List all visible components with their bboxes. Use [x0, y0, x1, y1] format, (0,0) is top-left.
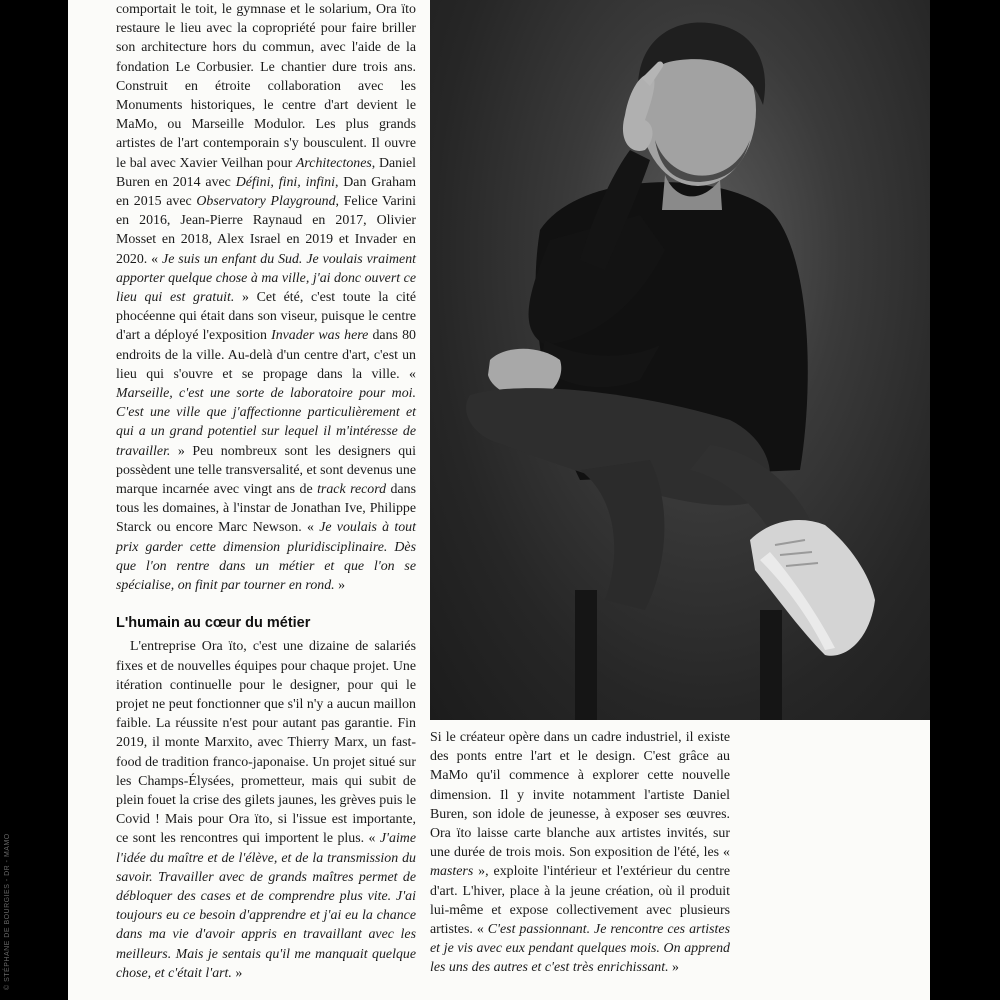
left-text-column	[116, 0, 416, 983]
italic-run: Défini, fini, infini	[235, 174, 335, 190]
italic-run: track record	[317, 482, 387, 498]
article-body-top	[116, 0, 416, 595]
text-run: Si le créateur opère dans un cadre industriel, il existe des ponts entre l'art et le design. C'est grâce au MaMo qu'il commence à explorer cette nouvelle dimension. Il y invite notamment l'artiste Daniel Buren, son idole de jeunesse, à exposer ses œuvres. Ora ïto laisse carte blanche aux artistes invités, sur une durée de trois mois. Son exposition de l'été, les «	[430, 730, 730, 861]
text-run: dans 80 endroits de la ville. Au-delà d'un centre d'art, c'est un lieu qui s'ouvre et se propage dans la ville. «	[116, 328, 416, 382]
article-body-right	[430, 728, 730, 978]
italic-run: C'est passionnant. Je rencontre ces artistes et je vis avec eux pendant quelques mois. On apprend les uns des autres et c'est très enrichissant.	[430, 922, 730, 976]
text-run: comportait le toit, le gymnase et le solarium, Ora ïto restaure le lieu avec la copropriété pour faire briller son architecture hors du commun, avec l'aide de la fondation Le Corbusier. Le chantier dure trois ans. Construit en étroite collaboration avec les Monuments historiques, le centre d'art devient le MaMo, ou Marseille Modulor. Les plus grands artistes de l'art contemporain s'y bousculent. Il ouvre le bal avec Xavier Veilhan pour	[116, 2, 416, 171]
text-run: »	[231, 965, 243, 981]
photo-credit: © STÉPHANE DE BOURGIES - DR - MAMO	[4, 833, 11, 990]
section-subheading: L'humain au cœur du métier	[116, 615, 311, 632]
text-run: » Cet été, c'est toute la cité phocéenne qui était dans son viseur, puisque le centre d'art a déployé l'exposition	[116, 290, 416, 344]
paragraph	[430, 728, 730, 978]
paragraph	[116, 637, 416, 983]
italic-run: Marseille, c'est une sorte de laboratoire pour moi. C'est une ville que j'affectionne particulièrement et qui a un grand potentiel sur lequel il m'intéresse de travailler.	[116, 386, 416, 459]
paragraph	[116, 0, 416, 595]
text-run: , Dan Graham en 2015 avec	[116, 174, 416, 210]
text-run: L'entreprise Ora ïto, c'est une dizaine de salariés fixes et de nouvelles équipes pour chaque projet. Une itération continuelle pour le designer, pour qui le projet ne peut fonctionner que s'il n'y a aucun maillon faible. La réussite n'est pour autant pas garantie. Fin 2019, il monte Marxito, avec Thierry Marx, un fast-food de tradition franco-japonaise. Un projet situé sur les Champs-Élysées, prometteur, mais qui subit de plein fouet la crise des gilets jaunes, les grèves puis le Covid ! Mais pour Ora ïto, si l'issue est importante, ce sont les rencontres qui importent le plus. «	[116, 639, 416, 847]
italic-run: Architectones	[295, 155, 372, 171]
text-run: », exploite l'intérieur et l'extérieur du centre d'art. L'hiver, place à la jeune création, où il produit lui-même et expose collectivement avec plusieurs artistes. «	[430, 864, 730, 938]
text-run: »	[334, 578, 346, 594]
text-run: »	[668, 960, 679, 976]
italic-run: J'aime l'idée du maître et de l'élève, et de la transmission du savoir. Travailler avec de grands maîtres permet de débloquer des cases et de comprendre plus vite. J'ai toujours eu ce besoin d'apprendre et j'ai eu la chance dans ma vie d'avoir appris en travaillant avec les meilleurs. Mais je sentais qu'il me manquait quelque chose, et c'était l'art.	[116, 831, 416, 981]
italic-run: Je voulais à tout prix garder cette dimension pluridisciplinaire. Dès que l'on rentre dans un métier et que l'on se spécialise, on finit par tourner en rond.	[116, 520, 416, 594]
text-run: , Felice Varini en 2016, Jean-Pierre Raynaud en 2017, Olivier Mosset en 2018, Alex Israel en 2019 et Invader en 2020. «	[116, 194, 416, 267]
text-run: » Peu nombreux sont les designers qui possèdent une telle transversalité, et sont devenus une marque incarnée avec vingt ans de	[116, 443, 416, 498]
text-run: dans tous les domaines, à l'instar de Jonathan Ive, Philippe Starck ou encore Marc Newson. «	[116, 482, 417, 536]
portrait-photo	[430, 0, 930, 720]
right-text-column	[430, 728, 730, 978]
portrait-illustration	[430, 0, 930, 720]
text-run: , Daniel Buren en 2014 avec	[116, 155, 416, 190]
italic-run: Observatory Playground	[196, 194, 336, 210]
italic-run: masters	[430, 864, 474, 880]
article-body-bottom	[116, 637, 416, 983]
italic-run: Je suis un enfant du Sud. Je voulais vraiment apporter quelque chose à ma ville, j'ai donc ouvert ce lieu qui est gratuit.	[116, 251, 416, 306]
italic-run: Invader was here	[271, 328, 369, 344]
magazine-page	[68, 0, 930, 1000]
